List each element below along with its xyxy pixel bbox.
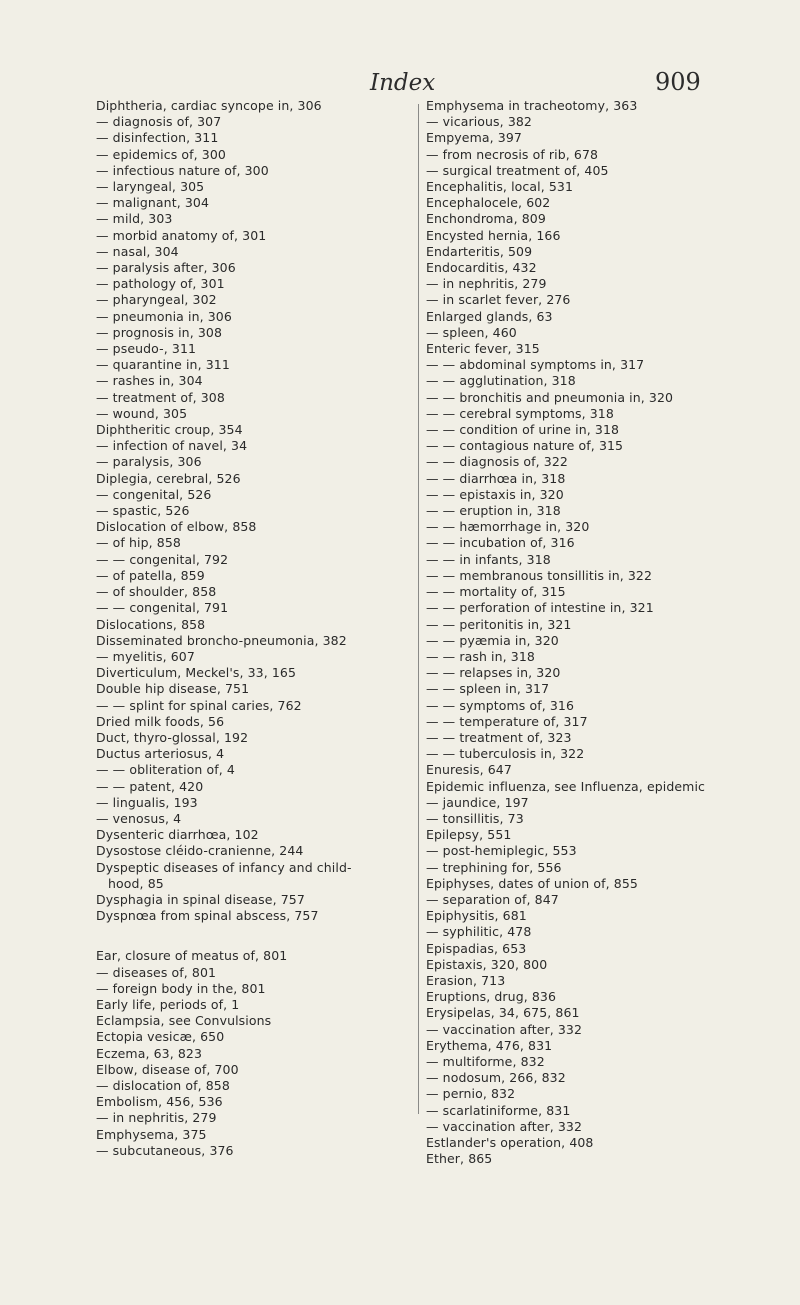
index-entry: hood, 85 [108,875,164,891]
index-entry: — — relapses in, 320 [426,665,561,681]
index-entry: Dried milk foods, 56 [96,713,225,729]
index-entry: Erysipelas, 34, 675, 861 [426,1005,580,1021]
index-entry: Erasion, 713 [426,972,506,988]
index-entry: Dislocation of elbow, 858 [96,519,257,535]
index-entry: — epidemics of, 300 [96,146,226,162]
index-entry: Epiphyses, dates of union of, 855 [426,875,638,891]
index-entry: — — patent, 420 [96,778,204,794]
index-entry: — pharyngeal, 302 [96,292,217,308]
index-entry: — — condition of urine in, 318 [426,422,620,438]
index-entry: — syphilitic, 478 [426,924,532,940]
index-entry: — of patella, 859 [96,567,205,583]
index-column-left [96,98,411,1159]
index-entry: — morbid anatomy of, 301 [96,227,267,243]
index-entry: Epilepsy, 551 [426,827,512,843]
index-entry: Encephalitis, local, 531 [426,179,574,195]
index-entry: Diplegia, cerebral, 526 [96,470,241,486]
index-entry: — — splint for spinal caries, 762 [96,697,302,713]
index-entry: — separation of, 847 [426,891,559,907]
index-entry: Encephalocele, 602 [426,195,551,211]
page-number: 909 [655,68,701,96]
index-entry: — quarantine in, 311 [96,357,230,373]
index-entry: — mild, 303 [96,211,173,227]
index-entry: Early life, periods of, 1 [96,996,240,1012]
index-entry: Epispadias, 653 [426,940,527,956]
index-entry: — vaccination after, 332 [426,1021,583,1037]
index-entry: — in nephritis, 279 [426,276,547,292]
section-gap [96,924,411,948]
index-entry: — disinfection, 311 [96,130,219,146]
index-entry: — scarlatiniforme, 831 [426,1102,571,1118]
index-entry: — in scarlet fever, 276 [426,292,571,308]
index-entry: Ductus arteriosus, 4 [96,746,225,762]
index-entry: Erythema, 476, 831 [426,1037,553,1053]
index-entry: Enuresis, 647 [426,762,512,778]
index-entry: — subcutaneous, 376 [96,1142,234,1158]
index-entry: Enchondroma, 809 [426,211,546,227]
index-entry: Diphtheritic croup, 354 [96,422,243,438]
index-entry: — from necrosis of rib, 678 [426,146,599,162]
index-entry: — trephining for, 556 [426,859,562,875]
index-entry: Embolism, 456, 536 [96,1094,223,1110]
index-entry: Endarteritis, 509 [426,243,533,259]
index-entry: — myelitis, 607 [96,648,195,664]
index-entry: Duct, thyro-glossal, 192 [96,729,249,745]
index-entry: — treatment of, 308 [96,389,225,405]
index-entry: — — diagnosis of, 322 [426,454,568,470]
index-entry: — vicarious, 382 [426,114,532,130]
index-entry: — in nephritis, 279 [96,1110,217,1126]
index-entry: — jaundice, 197 [426,794,529,810]
index-entry: Diverticulum, Meckel's, 33, 165 [96,665,297,681]
index-entry: — — bronchitis and pneumonia in, 320 [426,389,674,405]
index-entry: Eruptions, drug, 836 [426,989,557,1005]
index-entry: — — symptoms of, 316 [426,697,575,713]
index-column-right [426,98,786,1167]
index-entry: — — peritonitis in, 321 [426,616,572,632]
index-entry: — — mortality of, 315 [426,584,566,600]
index-entry: Dyspeptic diseases of infancy and child- [96,859,352,875]
index-entry: — post-hemiplegic, 553 [426,843,577,859]
index-entry: Dysostose cléido-cranienne, 244 [96,843,304,859]
index-entry: Ectopia vesicæ, 650 [96,1029,225,1045]
index-entry: — dislocation of, 858 [96,1077,230,1093]
index-entry: Dysenteric diarrhœa, 102 [96,827,259,843]
column-divider [418,104,419,1114]
index-entry: — — pyæmia in, 320 [426,632,559,648]
index-entry: — — cerebral symptoms, 318 [426,405,614,421]
index-entry: — spleen, 460 [426,324,517,340]
index-entry: — pernio, 832 [426,1086,516,1102]
index-entry: — — treatment of, 323 [426,729,572,745]
index-entry: Encysted hernia, 166 [426,227,561,243]
index-entry: Epistaxis, 320, 800 [426,956,548,972]
index-entry: — of hip, 858 [96,535,181,551]
index-entry: Diphtheria, cardiac syncope in, 306 [96,98,322,113]
index-entry: — — hæmorrhage in, 320 [426,519,590,535]
index-entry: — venosus, 4 [96,810,182,826]
index-entry: — congenital, 526 [96,486,212,502]
index-entry: — — temperature of, 317 [426,713,588,729]
index-entry: — pneumonia in, 306 [96,308,232,324]
index-entry: — — spleen in, 317 [426,681,550,697]
index-entry: — pseudo-, 311 [96,341,197,357]
index-entry: Estlander's operation, 408 [426,1135,594,1150]
index-entry: — vaccination after, 332 [426,1118,583,1134]
index-entry: — lingualis, 193 [96,794,198,810]
index-entry: Dysphagia in spinal disease, 757 [96,891,305,907]
index-entry: — infection of navel, 34 [96,438,248,454]
index-entry: — foreign body in the, 801 [96,980,266,996]
index-entry: — — in infants, 318 [426,551,551,567]
index-entry: — wound, 305 [96,405,188,421]
index-entry: — prognosis in, 308 [96,324,222,340]
index-entry: — tonsillitis, 73 [426,810,524,826]
index-entry: — — obliteration of, 4 [96,762,235,778]
index-entry: — infectious nature of, 300 [96,162,269,178]
index-entry: Emphysema, 375 [96,1126,207,1142]
index-entry: Double hip disease, 751 [96,681,250,697]
index-entry: — multiforme, 832 [426,1053,545,1069]
index-entry: Emphysema in tracheotomy, 363 [426,98,638,113]
index-entry: Dislocations, 858 [96,616,206,632]
index-entry: — — abdominal symptoms in, 317 [426,357,645,373]
index-entry: — — rash in, 318 [426,648,535,664]
index-entry: — malignant, 304 [96,195,210,211]
index-entry: Enteric fever, 315 [426,341,540,357]
index-entry: Epiphysitis, 681 [426,908,527,924]
index-entry: — — agglutination, 318 [426,373,576,389]
index-entry: — — congenital, 791 [96,600,229,616]
index-entry: Enlarged glands, 63 [426,308,553,324]
index-entry: — — membranous tonsillitis in, 322 [426,567,653,583]
index-entry: — — contagious nature of, 315 [426,438,624,454]
index-entry: Eczema, 63, 823 [96,1045,203,1061]
index-entry: — paralysis after, 306 [96,260,236,276]
index-entry: — laryngeal, 305 [96,179,205,195]
index-entry: — diseases of, 801 [96,964,217,980]
index-entry: — — congenital, 792 [96,551,229,567]
index-entry: Elbow, disease of, 700 [96,1061,239,1077]
index-entry: Eclampsia, see Convulsions [96,1013,272,1029]
index-entry: — — epistaxis in, 320 [426,486,564,502]
index-entry: — rashes in, 304 [96,373,203,389]
index-entry: — nasal, 304 [96,243,179,259]
index-entry: Disseminated broncho-pneumonia, 382 [96,632,347,648]
index-entry: — — perforation of intestine in, 321 [426,600,654,616]
index-entry: Ether, 865 [426,1151,493,1167]
index-entry: — spastic, 526 [96,503,190,519]
index-entry: — — incubation of, 316 [426,535,575,551]
index-entry: Dyspnœa from spinal abscess, 757 [96,908,319,924]
index-entry: — paralysis, 306 [96,454,202,470]
index-entry: — — tuberculosis in, 322 [426,746,585,762]
index-entry: — diagnosis of, 307 [96,114,222,130]
index-entry: — nodosum, 266, 832 [426,1070,566,1086]
running-title: Index [370,70,436,96]
index-entry: — surgical treatment of, 405 [426,162,609,178]
index-entry: — of shoulder, 858 [96,584,217,600]
index-entry: Epidemic influenza, see Influenza, epidemic [426,778,705,794]
index-entry: — — diarrhœa in, 318 [426,470,566,486]
index-entry: Endocarditis, 432 [426,260,537,276]
index-entry: Ear, closure of meatus of, 801 [96,948,288,964]
index-entry: — — eruption in, 318 [426,503,561,519]
index-entry: — pathology of, 301 [96,276,225,292]
index-entry: Empyema, 397 [426,130,522,146]
